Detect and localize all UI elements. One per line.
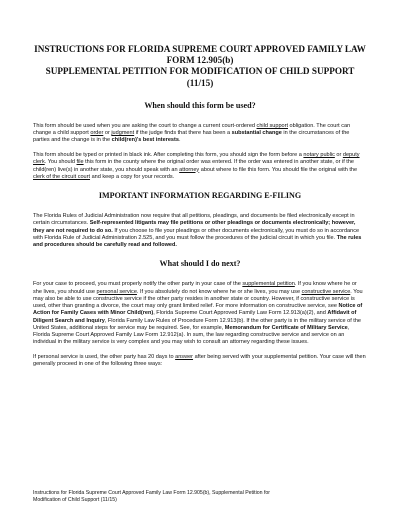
constructive-service-term: constructive service (301, 288, 351, 295)
document-title (33, 44, 367, 89)
next-heading: What should I do next? (159, 259, 241, 269)
title-line-3: SUPPLEMENTAL PETITION FOR MODIFICATION OF CHILD SUPPORT (45, 66, 355, 77)
clerk-term: clerk of the circuit court (33, 173, 91, 180)
answer-term: answer (175, 354, 194, 361)
when-paragraph-1: This form should be used when you are asking the court to change a current court-ordered child support obligation. The court can change a child support order or judgment if the judge finds that there has been a substantial change in the circumstances of the parties and the change is in the child(ren)'s best interests. (33, 122, 351, 144)
next-paragraph-2: If personal service is used, the other party has 20 days to answer after being served with your supplemental petition. Your case will then generally proceed in one of the following three ways: (33, 354, 366, 368)
title-line-2: FORM 12.905(b) (166, 55, 234, 66)
next-paragraph-1: For your case to proceed, you must properly notify the other party in your case of the supplemental petition. If you know where he or she lives, you should use personal service. If you absolutely do not know where he or she lives, you may use constructive service. You may also be able to use constructive service if the other party resides in another state or country. However, if constructive service is used, other than granting a divorce, the court may only grant limited relief. For more information on constructive service, see Notice of Action for Family Cases with Minor Child(ren), Florida Supreme Court Approved Family Law Form 12.913(a)(2), and Affidavit of Diligent Search and Inquiry, Florida Family Law Rules of Procedure Form 12.913(b). If the other party is in the military service of the United States, additional steps for service may be required. See, for example, Memorandum for Certificate of Military Service, Florida Supreme Court Approved Family Law Form 12.912(a). In sum, the law regarding constructive service and service on an individual in the military service is very complex and you may wish to consult an attorney regarding these issues. (33, 281, 363, 346)
child-support-term: child support (256, 122, 288, 129)
attorney-term: attorney (179, 166, 200, 173)
title-line-1: INSTRUCTIONS FOR FLORIDA SUPREME COURT APPROVED FAMILY LAW (34, 44, 366, 54)
page-footer (33, 490, 333, 504)
footer-line-2: Modification of Child Support (11/15) (33, 496, 117, 503)
supplemental-petition-term: supplemental petition (242, 281, 295, 288)
file-term: file (76, 159, 84, 166)
order-term: order (90, 130, 104, 137)
efiling-heading: IMPORTANT INFORMATION REGARDING E-FILING (98, 191, 302, 201)
when-heading: When should this form be used? (144, 100, 256, 110)
notary-public-term: notary public (303, 152, 335, 159)
judgment-term: judgment (111, 130, 135, 137)
deputy-clerk-term: deputy clerk (33, 152, 360, 166)
footer-line-1: Instructions for Florida Supreme Court Approved Family Law Form 12.905(b), Supplemental Petition for (33, 490, 271, 496)
personal-service-term: personal service (96, 288, 137, 295)
efiling-paragraph: The Florida Rules of Judicial Administration now require that all petitions, pleadings, and documents be filed electronically except in certain circumstances. Self-represented litigants may file petitions or other pleadings or documents electronically; however, they are not required to do so. If you choose to file your pleadings or other documents electronically, you must do so in accordance with Florida Rule of Judicial Administration 2.525, and you must follow the procedures of the judicial circuit in which you file. The rules and procedures should be carefully read and followed. (33, 213, 362, 249)
title-line-4: (11/15) (186, 77, 214, 88)
when-paragraph-2: This form should be typed or printed in black ink. After completing this form, you should sign the form before a notary public or deputy clerk. You should file this form in the county where the original order was entered. If the order was entered in another state, or if the child(ren) live(s) in another state, you should speak with an attorney about where to file this form. You should file the original with the clerk of the circuit court and keep a copy for your records. (33, 152, 360, 180)
